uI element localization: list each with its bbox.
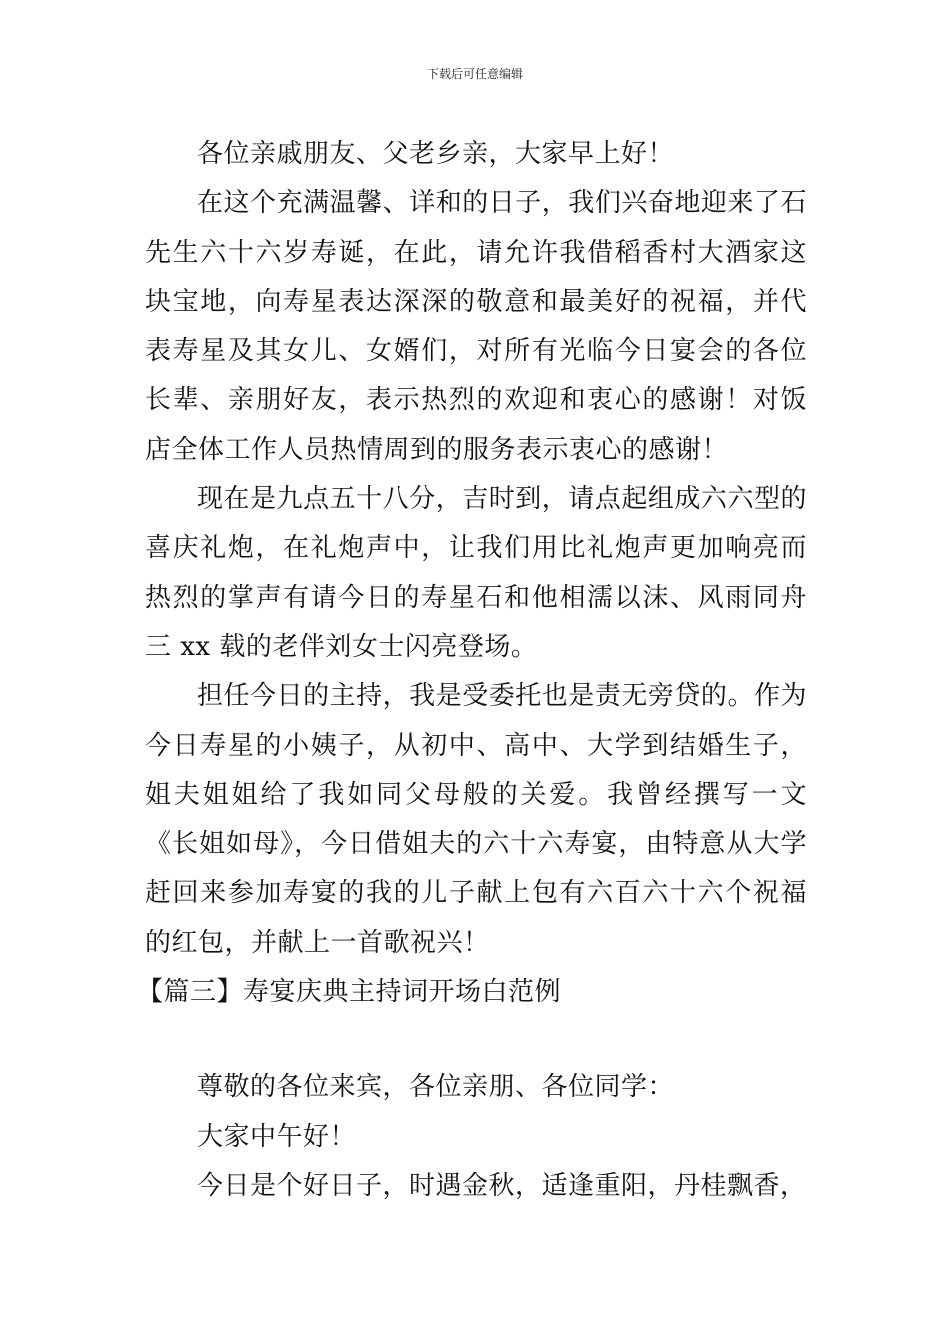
welcome-paragraph: 在这个充满温馨、详和的日子，我们兴奋地迎来了石先生六十六岁寿诞，在此，请允许我借稻香村大酒家这块宝地，向寿星表达深深的敬意和最美好的祝福，并代表寿星及其女儿、女婿们，对所有光临今日宴会的各位长辈、亲朋好友，表示热烈的欢迎和衷心的感谢！对饭店全体工作人员热情周到的服务表示衷心的感谢！ [145, 188, 807, 465]
document-body [137, 130, 807, 1211]
section-salutation: 尊敬的各位来宾，各位亲朋、各位同学： [197, 1072, 675, 1103]
host-paragraph: 担任今日的主持，我是受委托也是责无旁贷的。作为今日寿星的小姨子，从初中、高中、大学到结婚生子，姐夫姐姐给了我如同父母般的关爱。我曾经撰写一文《长姐如母》，今日借姐夫的六十六寿宴，由特意从大学赶回来参加寿宴的我的儿子献上包有六百六十六个祝福的红包，并献上一首歌祝兴！ [145, 681, 807, 958]
page-header-note: 下载后可任意编辑 [426, 67, 523, 81]
section-greeting: 大家中午好！ [197, 1121, 357, 1152]
section-heading: 【篇三】寿宴庆典主持词开场白范例 [137, 977, 562, 1008]
section-spacer [145, 1017, 807, 1063]
section-opening-line: 今日是个好日子，时遇金秋，适逢重阳，丹桂飘香， [197, 1170, 807, 1201]
greeting-paragraph: 各位亲戚朋友、父老乡亲，大家早上好！ [197, 139, 675, 169]
ceremony-paragraph: 现在是九点五十八分，吉时到，请点起组成六六型的喜庆礼炮，在礼炮声中，让我们用比礼炮声更加响亮而热烈的掌声有请今日的寿星石和他相濡以沫、风雨同舟三 xx 载的老伴刘女士闪亮登场。 [145, 484, 807, 662]
